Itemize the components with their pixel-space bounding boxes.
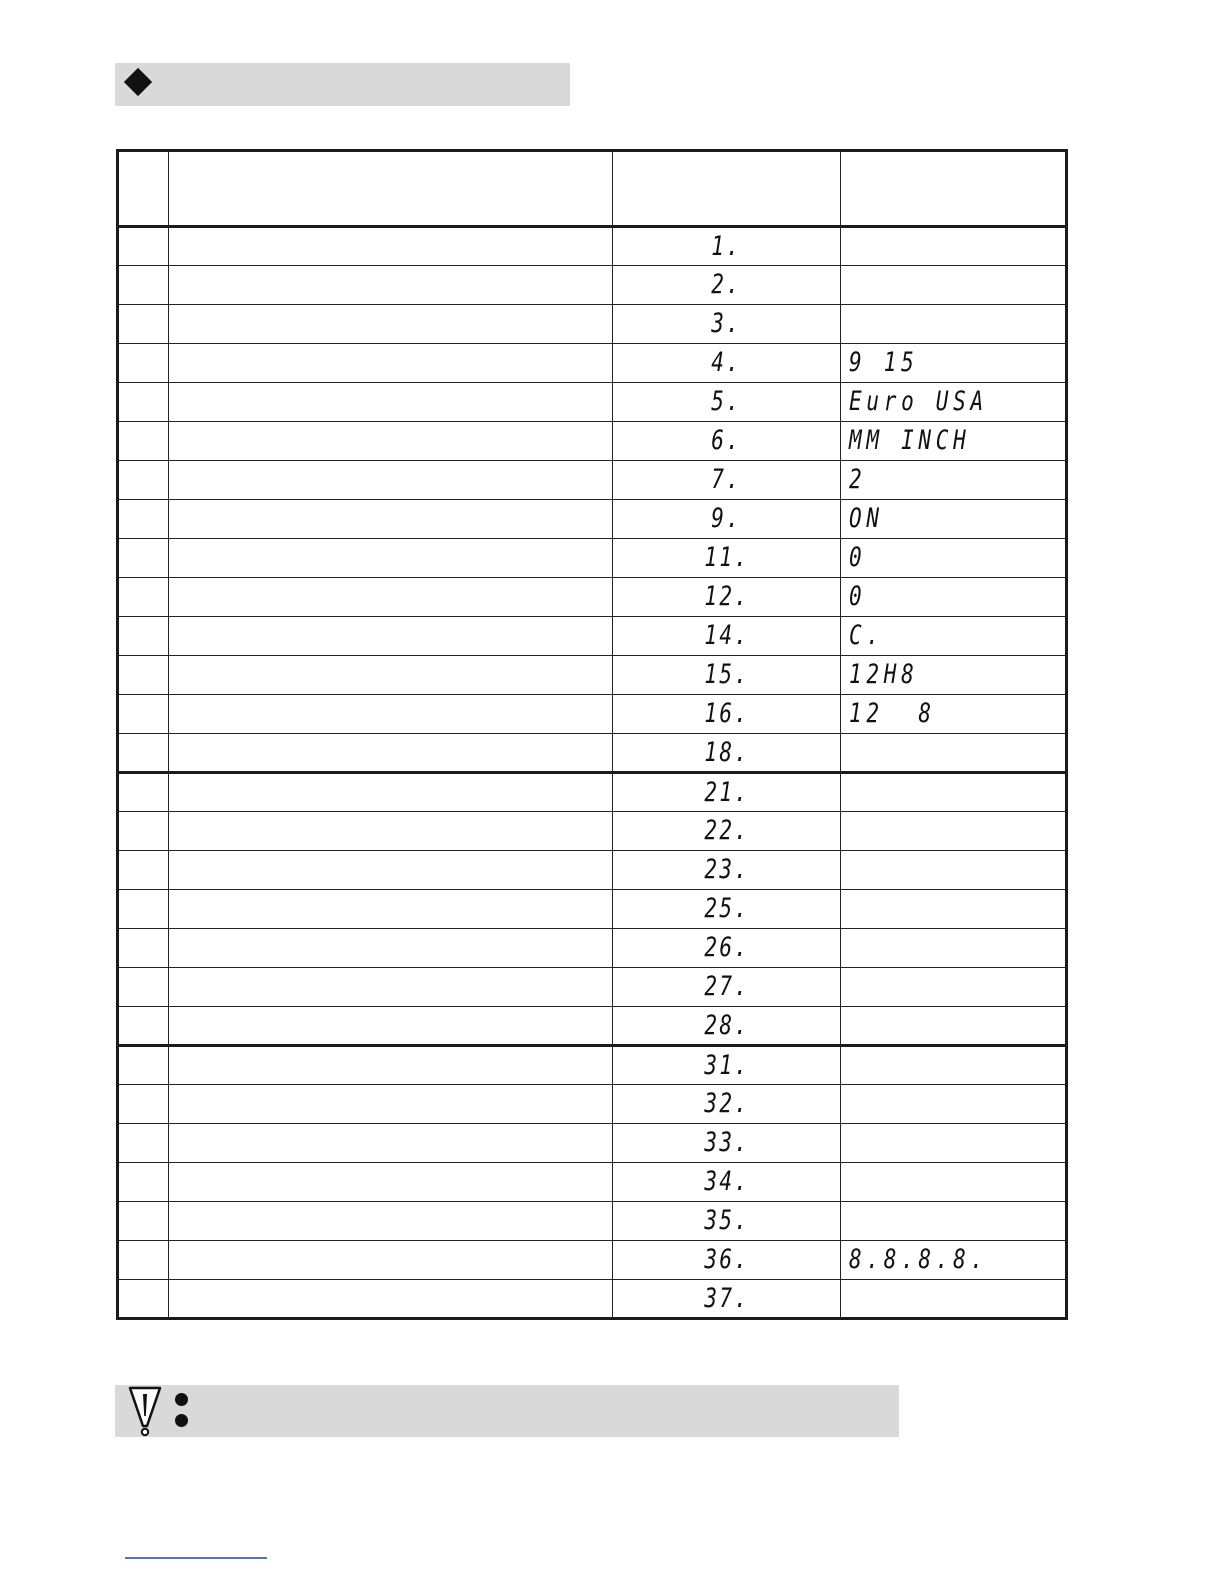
code-cell bbox=[613, 344, 841, 383]
parameter-cell bbox=[169, 695, 613, 734]
lcd-code-display: 12. bbox=[703, 581, 750, 612]
header-number-cell bbox=[118, 151, 169, 227]
parameter-cell bbox=[169, 1202, 613, 1241]
lcd-code-display: 18. bbox=[703, 736, 750, 768]
bullet-dot-icon bbox=[175, 1414, 188, 1427]
parameter-cell bbox=[169, 1280, 613, 1319]
parameter-cell bbox=[169, 1124, 613, 1163]
code-cell bbox=[613, 1202, 841, 1241]
value-cell bbox=[841, 656, 1067, 695]
row-number-cell bbox=[118, 890, 169, 929]
row-number-cell bbox=[118, 695, 169, 734]
row-number-cell bbox=[118, 968, 169, 1007]
row-number-cell bbox=[118, 227, 169, 266]
lcd-code-display: 32. bbox=[703, 1088, 750, 1119]
table-row bbox=[118, 695, 1067, 734]
table-row bbox=[118, 383, 1067, 422]
header-code-cell bbox=[613, 151, 841, 227]
table-body bbox=[118, 227, 1067, 1319]
parameter-cell bbox=[169, 929, 613, 968]
lcd-value-display: C. bbox=[849, 620, 884, 651]
lcd-code-display: 1. bbox=[711, 230, 742, 262]
value-cell bbox=[841, 773, 1067, 812]
parameter-cell bbox=[169, 461, 613, 500]
section-heading-bar bbox=[115, 63, 570, 106]
code-cell bbox=[613, 929, 841, 968]
value-cell bbox=[841, 929, 1067, 968]
value-cell bbox=[841, 422, 1067, 461]
lcd-code-display: 14. bbox=[703, 620, 750, 651]
lcd-code-display: 36. bbox=[703, 1244, 750, 1275]
row-number-cell bbox=[118, 617, 169, 656]
value-cell bbox=[841, 617, 1067, 656]
code-cell bbox=[613, 734, 841, 773]
row-number-cell bbox=[118, 1085, 169, 1124]
table-row bbox=[118, 1280, 1067, 1319]
parameter-cell bbox=[169, 1241, 613, 1280]
value-cell bbox=[841, 968, 1067, 1007]
code-cell bbox=[613, 500, 841, 539]
code-cell bbox=[613, 890, 841, 929]
value-cell bbox=[841, 1085, 1067, 1124]
note-bar bbox=[115, 1385, 899, 1437]
row-number-cell bbox=[118, 1163, 169, 1202]
code-cell bbox=[613, 1085, 841, 1124]
code-cell bbox=[613, 812, 841, 851]
parameter-cell bbox=[169, 617, 613, 656]
code-cell bbox=[613, 617, 841, 656]
lcd-value-display: 9 15 bbox=[849, 347, 919, 378]
header-parameter-cell bbox=[169, 151, 613, 227]
value-cell bbox=[841, 383, 1067, 422]
value-cell bbox=[841, 1202, 1067, 1241]
value-cell bbox=[841, 578, 1067, 617]
table-row bbox=[118, 305, 1067, 344]
table-row bbox=[118, 1046, 1067, 1085]
table-row bbox=[118, 344, 1067, 383]
bullet-dot-icon bbox=[175, 1393, 188, 1406]
lcd-code-display: 16. bbox=[703, 698, 750, 729]
code-cell bbox=[613, 266, 841, 305]
code-cell bbox=[613, 227, 841, 266]
value-cell bbox=[841, 851, 1067, 890]
lcd-value-display: 2 bbox=[849, 464, 867, 495]
lcd-code-display: 21. bbox=[703, 776, 750, 808]
lcd-code-display: 37. bbox=[703, 1282, 750, 1314]
row-number-cell bbox=[118, 1202, 169, 1241]
lcd-code-display: 31. bbox=[703, 1049, 750, 1081]
lcd-code-display: 15. bbox=[703, 659, 750, 690]
code-cell bbox=[613, 383, 841, 422]
parameter-cell bbox=[169, 578, 613, 617]
lcd-code-display: 35. bbox=[703, 1205, 750, 1236]
table-row bbox=[118, 500, 1067, 539]
table-row bbox=[118, 578, 1067, 617]
table-row bbox=[118, 461, 1067, 500]
table-row bbox=[118, 1241, 1067, 1280]
parameter-cell bbox=[169, 539, 613, 578]
table-row bbox=[118, 1163, 1067, 1202]
footer-link-underline[interactable] bbox=[125, 1557, 267, 1559]
row-number-cell bbox=[118, 266, 169, 305]
lcd-code-display: 3. bbox=[711, 308, 742, 339]
row-number-cell bbox=[118, 851, 169, 890]
row-number-cell bbox=[118, 344, 169, 383]
parameter-cell bbox=[169, 656, 613, 695]
parameter-cell bbox=[169, 890, 613, 929]
code-cell bbox=[613, 695, 841, 734]
lcd-code-display: 6. bbox=[711, 425, 742, 456]
code-cell bbox=[613, 851, 841, 890]
parameter-cell bbox=[169, 266, 613, 305]
lcd-code-display: 27. bbox=[703, 971, 750, 1002]
row-number-cell bbox=[118, 929, 169, 968]
code-cell bbox=[613, 305, 841, 344]
lcd-code-display: 23. bbox=[703, 854, 750, 885]
row-number-cell bbox=[118, 773, 169, 812]
row-number-cell bbox=[118, 383, 169, 422]
warning-exclamation-icon bbox=[127, 1386, 163, 1438]
lcd-code-display: 9. bbox=[711, 503, 742, 534]
lcd-code-display: 28. bbox=[703, 1009, 750, 1041]
table-row bbox=[118, 227, 1067, 266]
table-row bbox=[118, 539, 1067, 578]
row-number-cell bbox=[118, 1046, 169, 1085]
code-cell bbox=[613, 539, 841, 578]
value-cell bbox=[841, 1046, 1067, 1085]
table-row bbox=[118, 266, 1067, 305]
value-cell bbox=[841, 305, 1067, 344]
table-row bbox=[118, 890, 1067, 929]
code-cell bbox=[613, 461, 841, 500]
value-cell bbox=[841, 1124, 1067, 1163]
table-row bbox=[118, 1085, 1067, 1124]
lcd-code-display: 33. bbox=[703, 1127, 750, 1158]
parameter-cell bbox=[169, 344, 613, 383]
value-cell bbox=[841, 734, 1067, 773]
code-cell bbox=[613, 1007, 841, 1046]
code-cell bbox=[613, 656, 841, 695]
code-cell bbox=[613, 1241, 841, 1280]
lcd-code-display: 11. bbox=[703, 542, 750, 573]
value-cell bbox=[841, 344, 1067, 383]
row-number-cell bbox=[118, 734, 169, 773]
lcd-code-display: 34. bbox=[703, 1166, 750, 1197]
row-number-cell bbox=[118, 1007, 169, 1046]
row-number-cell bbox=[118, 461, 169, 500]
table-row bbox=[118, 1202, 1067, 1241]
table-row bbox=[118, 617, 1067, 656]
table-row bbox=[118, 929, 1067, 968]
code-cell bbox=[613, 1163, 841, 1202]
lcd-value-display: Euro USA bbox=[849, 386, 988, 417]
lcd-value-display: 12 8 bbox=[849, 698, 936, 729]
lcd-value-display: ON bbox=[849, 503, 884, 534]
row-number-cell bbox=[118, 539, 169, 578]
lcd-code-display: 2. bbox=[711, 269, 742, 300]
table-row bbox=[118, 734, 1067, 773]
value-cell bbox=[841, 695, 1067, 734]
row-number-cell bbox=[118, 500, 169, 539]
row-number-cell bbox=[118, 1124, 169, 1163]
code-cell bbox=[613, 422, 841, 461]
parameter-cell bbox=[169, 227, 613, 266]
lcd-value-display: 8.8.8.8. bbox=[849, 1244, 988, 1275]
table-header-row bbox=[118, 151, 1067, 227]
row-number-cell bbox=[118, 812, 169, 851]
parameter-cell bbox=[169, 812, 613, 851]
settings-table bbox=[116, 149, 1068, 1320]
table-row bbox=[118, 812, 1067, 851]
table-row bbox=[118, 422, 1067, 461]
lcd-code-display: 5. bbox=[711, 386, 742, 417]
code-cell bbox=[613, 1046, 841, 1085]
value-cell bbox=[841, 539, 1067, 578]
code-cell bbox=[613, 1124, 841, 1163]
parameter-cell bbox=[169, 1046, 613, 1085]
value-cell bbox=[841, 227, 1067, 266]
value-cell bbox=[841, 500, 1067, 539]
parameter-cell bbox=[169, 851, 613, 890]
row-number-cell bbox=[118, 1280, 169, 1319]
parameter-cell bbox=[169, 422, 613, 461]
parameter-cell bbox=[169, 1085, 613, 1124]
parameter-cell bbox=[169, 968, 613, 1007]
row-number-cell bbox=[118, 422, 169, 461]
lcd-code-display: 22. bbox=[703, 815, 750, 846]
table-row bbox=[118, 851, 1067, 890]
code-cell bbox=[613, 578, 841, 617]
parameter-cell bbox=[169, 773, 613, 812]
table-row bbox=[118, 1124, 1067, 1163]
table-row bbox=[118, 968, 1067, 1007]
parameter-cell bbox=[169, 305, 613, 344]
table-row bbox=[118, 656, 1067, 695]
lcd-code-display: 25. bbox=[703, 893, 750, 924]
code-cell bbox=[613, 773, 841, 812]
parameter-cell bbox=[169, 500, 613, 539]
lcd-code-display: 4. bbox=[711, 347, 742, 378]
row-number-cell bbox=[118, 305, 169, 344]
parameter-cell bbox=[169, 1007, 613, 1046]
lcd-code-display: 7. bbox=[711, 464, 742, 495]
parameter-cell bbox=[169, 1163, 613, 1202]
value-cell bbox=[841, 266, 1067, 305]
header-value-cell bbox=[841, 151, 1067, 227]
value-cell bbox=[841, 890, 1067, 929]
parameter-cell bbox=[169, 734, 613, 773]
table-row bbox=[118, 773, 1067, 812]
lcd-value-display: 0 bbox=[849, 581, 867, 612]
lcd-value-display: MM INCH bbox=[849, 425, 971, 456]
code-cell bbox=[613, 968, 841, 1007]
value-cell bbox=[841, 1163, 1067, 1202]
value-cell bbox=[841, 461, 1067, 500]
value-cell bbox=[841, 1280, 1067, 1319]
table-row bbox=[118, 1007, 1067, 1046]
row-number-cell bbox=[118, 578, 169, 617]
lcd-value-display: 12H8 bbox=[849, 659, 919, 690]
row-number-cell bbox=[118, 1241, 169, 1280]
parameter-cell bbox=[169, 383, 613, 422]
lcd-code-display: 26. bbox=[703, 932, 750, 963]
code-cell bbox=[613, 1280, 841, 1319]
value-cell bbox=[841, 1241, 1067, 1280]
value-cell bbox=[841, 812, 1067, 851]
row-number-cell bbox=[118, 656, 169, 695]
lcd-value-display: 0 bbox=[849, 542, 867, 573]
value-cell bbox=[841, 1007, 1067, 1046]
